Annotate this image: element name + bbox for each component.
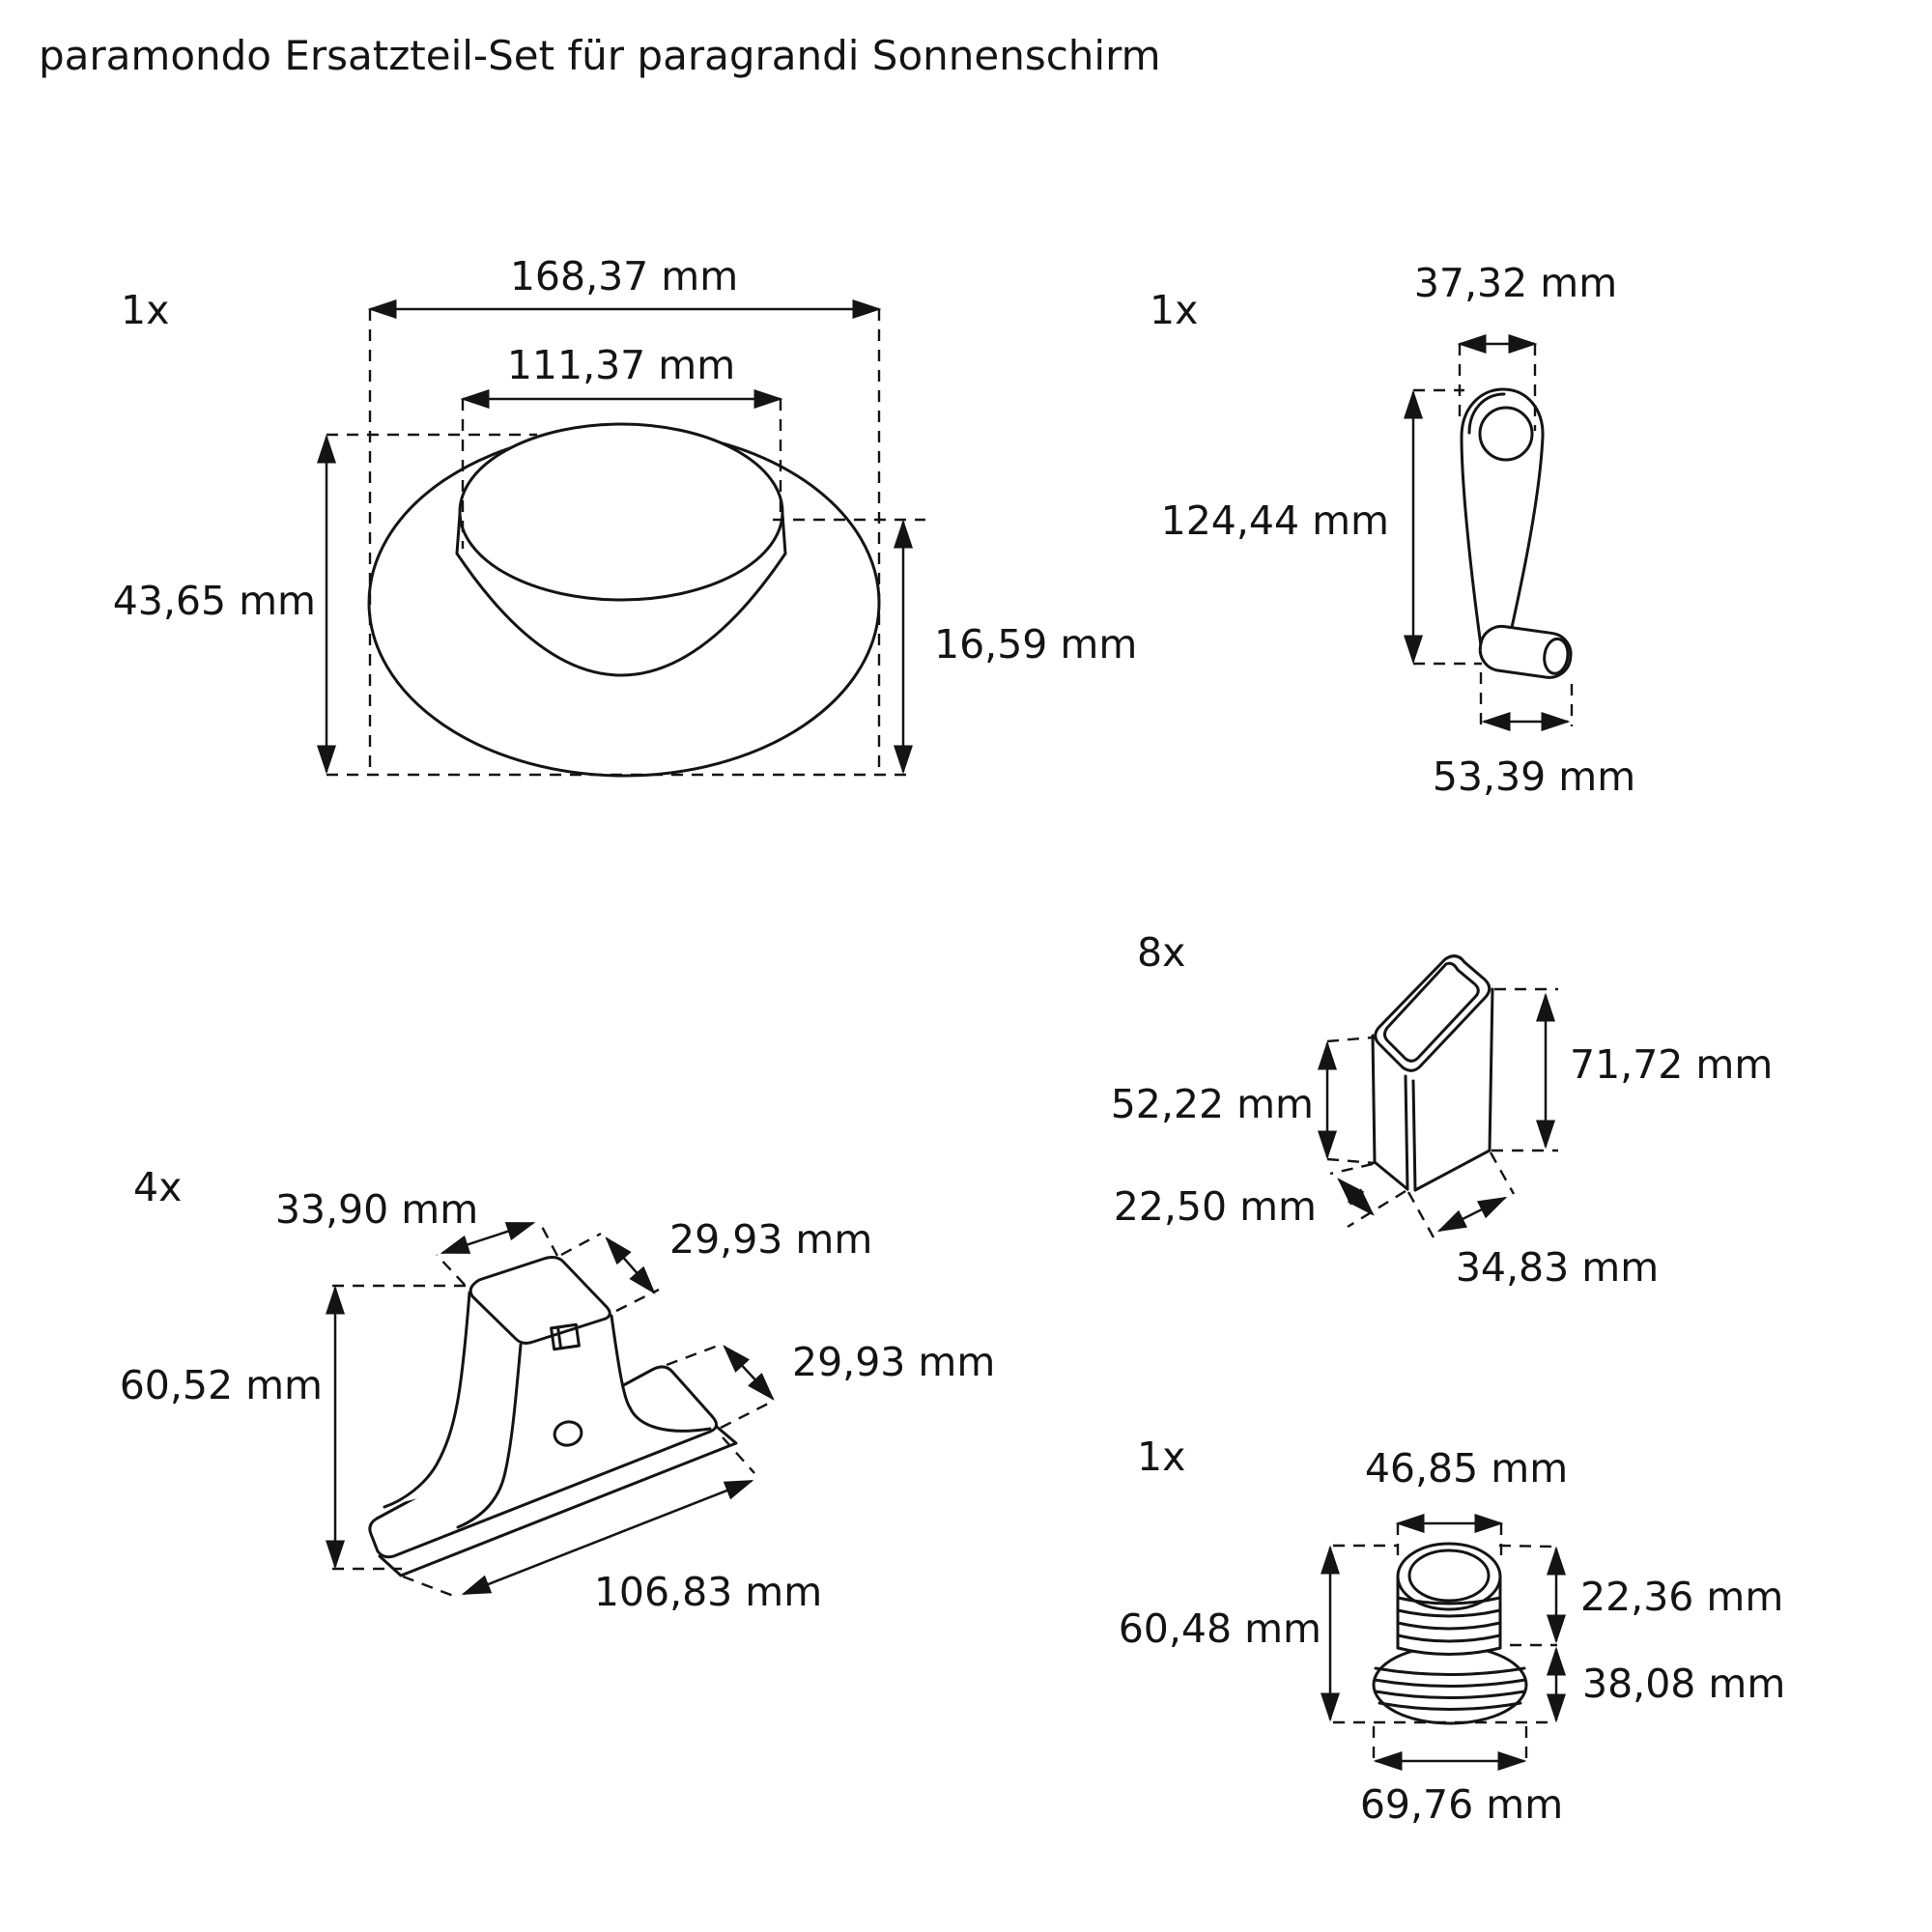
cap-quantity-label: 1x <box>121 287 170 333</box>
page-title: paramondo Ersatzteil-Set für paragrandi Sonnenschirm <box>39 32 1161 79</box>
sleeve-front-edge <box>1406 1076 1407 1189</box>
plug-thread-height-label: 22,36 mm <box>1580 1574 1784 1620</box>
plug-base-diameter-label: 69,76 mm <box>1359 1781 1564 1828</box>
bracket-base-length-label: 106,83 mm <box>593 1569 823 1615</box>
bracket-top-depth-label: 29,93 mm <box>669 1216 873 1263</box>
plug-quantity-label: 1x <box>1137 1434 1186 1480</box>
extension-line <box>1499 1546 1552 1547</box>
sleeve-front-height-label: 52,22 mm <box>1110 1081 1314 1127</box>
cap-side-height-label: 16,59 mm <box>934 621 1138 668</box>
bracket-quantity-label: 4x <box>133 1164 183 1210</box>
plug-total-height-label: 60,48 mm <box>1118 1605 1321 1652</box>
plug-thread-diameter-label: 46,85 mm <box>1364 1445 1569 1492</box>
crank-bottom-width-label: 53,39 mm <box>1432 753 1636 800</box>
sleeve-total-height-label: 71,72 mm <box>1570 1041 1774 1088</box>
sleeve-wall-thickness-edge <box>1413 1081 1415 1190</box>
sleeve-width-label: 34,83 mm <box>1455 1244 1660 1291</box>
cap-outer-width-label: 168,37 mm <box>509 253 739 299</box>
plug-base-height-label: 38,08 mm <box>1582 1661 1786 1707</box>
crank-quantity-label: 1x <box>1150 287 1199 333</box>
bracket-height-label: 60,52 mm <box>119 1362 323 1408</box>
crank-eye-hole <box>1480 408 1532 460</box>
crank-height-label: 124,44 mm <box>1160 497 1389 544</box>
crank-top-width-label: 37,32 mm <box>1413 260 1618 306</box>
bracket-top-length-label: 33,90 mm <box>274 1186 479 1233</box>
bracket-base-depth-label: 29,93 mm <box>792 1339 996 1385</box>
cap-total-height-label: 43,65 mm <box>112 578 316 624</box>
sleeve-left-edge <box>1373 1036 1375 1162</box>
sleeve-quantity-label: 8x <box>1137 929 1186 976</box>
sleeve-depth-label: 22,50 mm <box>1113 1183 1317 1230</box>
cap-inner-width-label: 111,37 mm <box>506 342 736 388</box>
